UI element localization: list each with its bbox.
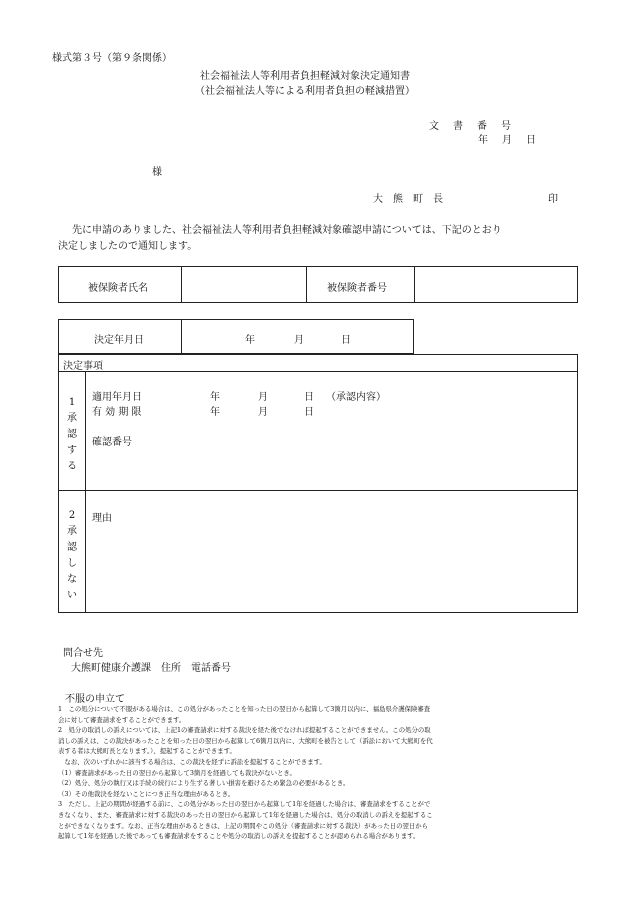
document-subtitle: （社会福祉法人等による利用者負担の軽減措置） <box>195 86 415 97</box>
objection-line: （2）処分、処分の執行又は手続の続行により生ずる著しい損害を避けるため緊急の必要があるとき。 <box>58 779 350 788</box>
document-title: 社会福祉法人等利用者負担軽減対象決定通知書 <box>200 71 410 82</box>
objection-line: （1）審査請求があった日の翌日から起算して3箇月を経過しても裁決がないとき。 <box>58 768 296 777</box>
validity-year-label: 年 <box>210 407 220 418</box>
objection-line: （3）その他裁決を経ないことにつき正当な理由があるとき。 <box>58 789 235 798</box>
apply-day-label: 日 <box>304 392 314 403</box>
validity-month-label: 月 <box>258 407 268 418</box>
issuer-title: 大 熊 町 長 <box>373 194 443 205</box>
approve-vertical-label: 1 承 認 す る <box>67 397 77 472</box>
objection-line: 起算して1年を経過した後であっても審査請求をすることや処分の取消しの訴えを提起することが認められる場合があります。 <box>58 832 420 841</box>
reason-label: 理由 <box>92 513 112 524</box>
date-label: 年 月 日 <box>478 135 538 146</box>
objection-line: なお、次のいずれかに該当する場合は、この裁決を経ずに訴訟を提起することができます。 <box>58 757 326 766</box>
intro-line-1: 先に申請のありました、社会福祉法人等利用者負担軽減対象確認申請については、下記のとおり <box>72 225 502 236</box>
objection-line: 消しの訴えは、この裁決があったことを知った日の翌日から起算して6箇月以内に、大熊町を被告として（訴訟において大熊町を代 <box>58 736 433 745</box>
recipient-suffix: 様 <box>152 167 162 178</box>
objection-notes <box>58 704 568 842</box>
objection-line: 1 この処分について不服がある場合は、この処分があったことを知った日の翌日から起算して3箇月以内に、福島県介護保険審査 <box>58 705 431 713</box>
apply-month-label: 月 <box>258 392 268 403</box>
validity-day-label: 日 <box>304 407 314 418</box>
insured-name-field[interactable] <box>186 270 302 298</box>
contact-detail: 大熊町健康介護課 住所 電話番号 <box>71 663 231 674</box>
document-number-label: 文 書 番 号 <box>429 121 513 132</box>
seal-mark: 印 <box>548 194 558 205</box>
objection-line: 会に対して審査請求をすることができます。 <box>58 715 186 724</box>
decision-year-label: 年 <box>245 335 255 346</box>
insured-name-label: 被保険者氏名 <box>88 283 148 294</box>
validity-label: 有 効 期 限 <box>92 407 142 418</box>
insured-number-label: 被保険者番号 <box>327 283 387 294</box>
objection-line: 表する者は大熊町長となります。）、提起することができます。 <box>58 747 236 756</box>
decision-date-label: 決定年月日 <box>94 335 144 346</box>
decision-month-label: 月 <box>294 335 304 346</box>
reject-vertical-label: 2 承 認 し な い <box>67 510 77 601</box>
insured-number-field[interactable] <box>419 270 573 298</box>
form-number: 様式第３号（第９条関係） <box>52 53 172 64</box>
confirmation-number-label: 確認番号 <box>92 437 132 448</box>
apply-year-label: 年 <box>210 392 220 403</box>
objection-line: 3 ただし、上記の期間が経過する前に、この処分があった日の翌日から起算して1年を経過した場合は、審査請求をすることがで <box>58 800 431 809</box>
approval-content-label: （承認内容） <box>326 392 386 403</box>
objection-title: 不服の申立て <box>65 694 125 705</box>
apply-date-label: 適用年月日 <box>92 392 142 403</box>
objection-line: 2 処分の取消しの訴えについては、上記1の審査請求に対する裁決を経た後でなければ提起することができません。この処分の取 <box>58 726 431 735</box>
intro-line-2: 決定しましたので通知します。 <box>58 241 198 252</box>
decision-matters-header: 決定事項 <box>63 361 103 372</box>
objection-line: きなくなり、また、審査請求に対する裁決のあった日の翌日から起算して1年を経過した場合は、処分の取消しの訴えを提起するこ <box>58 810 433 819</box>
reason-field[interactable] <box>120 505 572 605</box>
decision-day-label: 日 <box>341 335 351 346</box>
objection-line: とができなくなります。なお、正当な理由があるときは、上記の期間やこの処分（審査請求に対する裁決）があった日の翌日から <box>58 821 429 830</box>
contact-label: 問合せ先 <box>63 648 103 659</box>
